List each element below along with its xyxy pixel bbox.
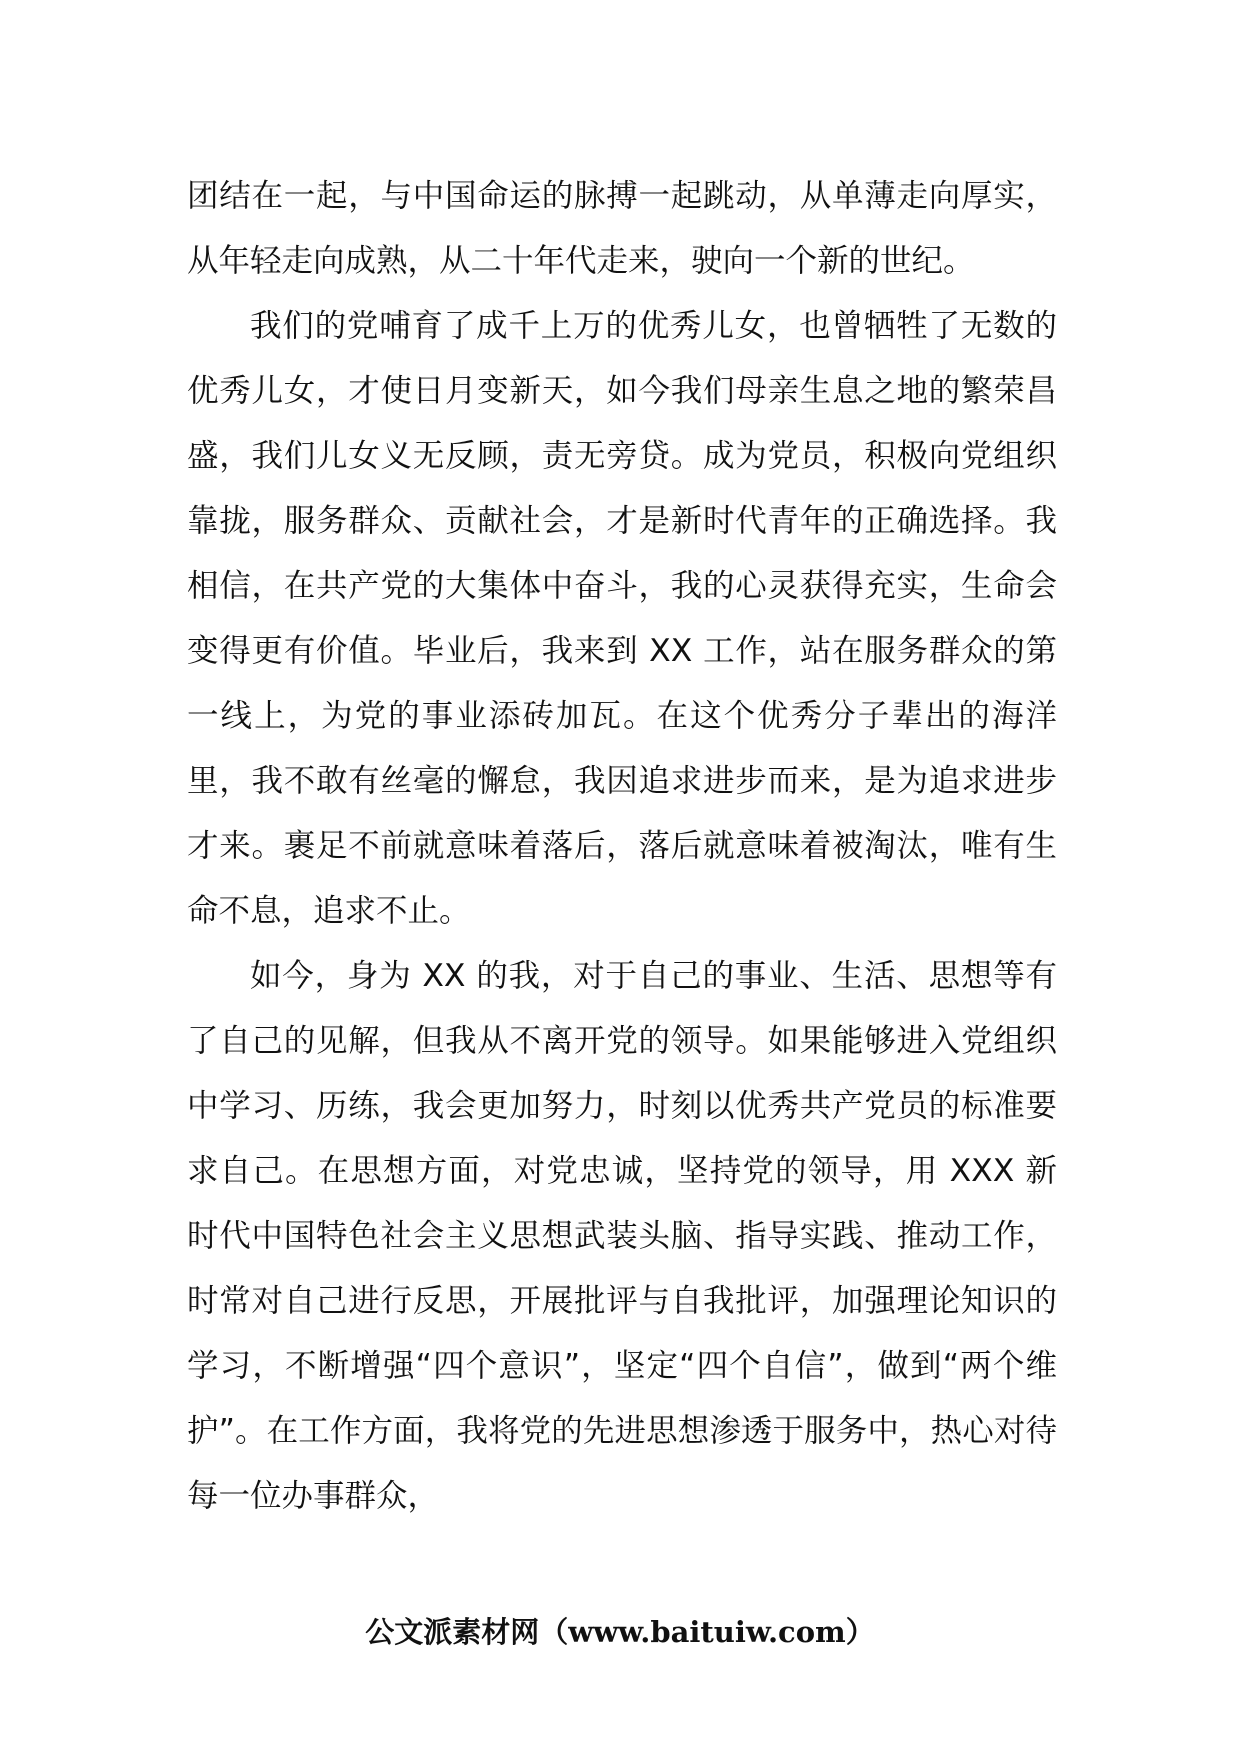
page-footer: 公文派素材网（www.baituiw.com） [365,1615,875,1649]
paragraph-2: 我们的党哺育了成千上万的优秀儿女，也曾牺牲了无数的优秀儿女，才使日月变新天，如今我们母亲生息之地的繁荣昌盛，我们儿女义无反顾，责无旁贷。成为党员，积极向党组织靠拢，服务群众、贡献社会，才是新时代青年的正确选择。我相信，在共产党的大集体中奋斗，我的心灵获得充实，生命会变得更有价值。毕业后，我来到 XX 工作，站在服务群众的第一线上，为党的事业添砖加瓦。在这个优秀分子辈出的海洋里，我不敢有丝毫的懈怠，我因追求进步而来，是为追求进步才来。裹足不前就意味着落后，落后就意味着被淘汰，唯有生命不息，追求不止。 [187,308,1057,929]
paragraph-1: 团结在一起，与中国命运的脉搏一起跳动，从单薄走向厚实，从年轻走向成熟，从二十年代走来，驶向一个新的世纪。 [187,178,1057,279]
paragraph-3: 如今，身为 XX 的我，对于自己的事业、生活、思想等有了自己的见解，但我从不离开党的领导。如果能够进入党组织中学习、历练，我会更加努力，时刻以优秀共产党员的标准要求自己。在思想方面，对党忠诚，坚持党的领导，用 XXX 新时代中国特色社会主义思想武装头脑、指导实践、推动工作，时常对自己进行反思，开展批评与自我批评，加强理论知识的学习，不断增强“四个意识”，坚定“四个自信”，做到“两个维护”。在工作方面，我将党的先进思想渗透于服务中，热心对待每一位办事群众， [187,958,1057,1514]
document-body [187,164,1057,1529]
